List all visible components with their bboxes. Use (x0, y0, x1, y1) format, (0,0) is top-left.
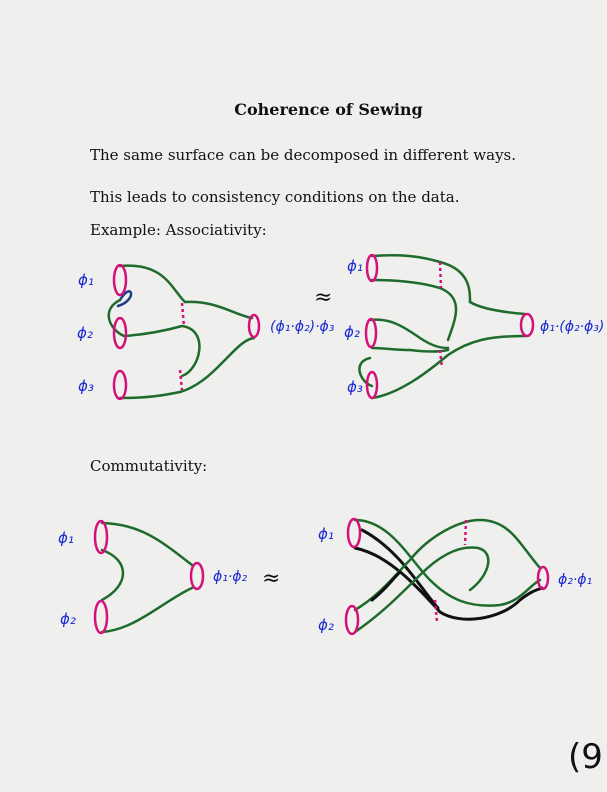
comm-left-input-2: ϕ₂ (60, 610, 76, 628)
example-label: Example: Associativity: (90, 221, 267, 239)
assoc-left-circles (114, 265, 259, 399)
comm-right-output: ϕ₂·ϕ₁ (558, 572, 593, 588)
assoc-left-input-1: ϕ₁ (78, 271, 94, 289)
assoc-right-input-1: ϕ₁ (347, 257, 363, 275)
comm-approx: ≈ (262, 566, 281, 591)
paragraph-2: This leads to consistency conditions on the data. (90, 188, 460, 206)
assoc-right-surface (359, 255, 526, 398)
assoc-right-output: ϕ₁·(ϕ₂·ϕ₃) (540, 319, 605, 335)
comm-left-output: ϕ₁·ϕ₂ (213, 569, 248, 585)
assoc-right-input-2: ϕ₂ (344, 323, 360, 341)
assoc-right-circles (366, 255, 533, 398)
assoc-left-output: (ϕ₁·ϕ₂)·ϕ₃ (270, 319, 335, 335)
comm-left-surface (102, 523, 192, 632)
commutativity-label: Commutativity: (90, 457, 208, 475)
comm-left-input-1: ϕ₁ (58, 529, 74, 547)
comm-right-input-1: ϕ₁ (318, 525, 334, 543)
page-title: Coherence of Sewing (234, 100, 423, 119)
page-number: (9 (568, 737, 603, 777)
comm-left-circles (95, 521, 203, 633)
comm-right-input-2: ϕ₂ (318, 616, 334, 634)
assoc-left-input-3: ϕ₃ (78, 377, 94, 395)
assoc-right-input-3: ϕ₃ (347, 378, 363, 396)
paragraph-1: The same surface can be decomposed in different ways. (90, 146, 517, 164)
assoc-approx: ≈ (314, 285, 333, 310)
assoc-left-input-2: ϕ₂ (77, 324, 93, 342)
comm-right-surface (355, 520, 542, 632)
